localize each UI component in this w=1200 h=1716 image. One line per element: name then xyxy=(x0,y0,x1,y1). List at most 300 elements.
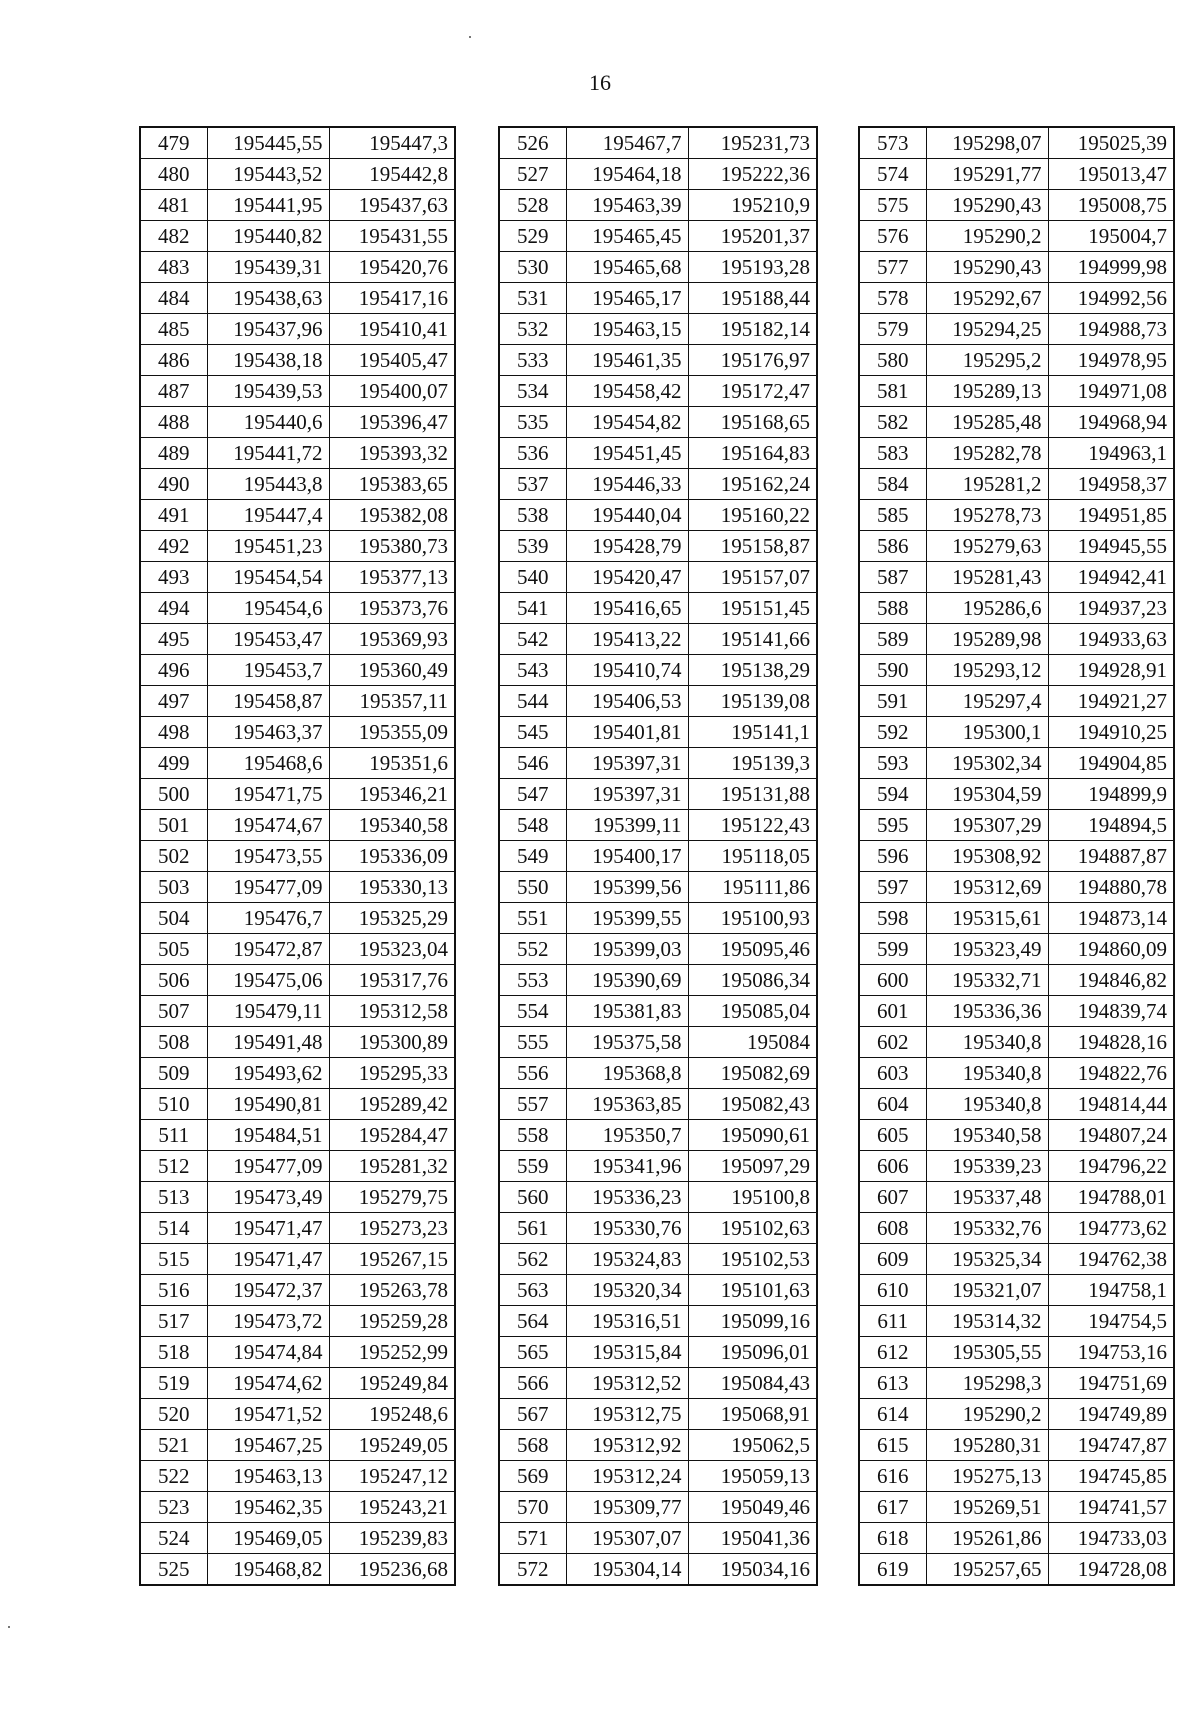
point-number-cell: 600 xyxy=(859,965,926,996)
y-coordinate-cell: 195351,6 xyxy=(329,748,455,779)
point-number-cell: 550 xyxy=(499,872,566,903)
y-coordinate-cell: 195410,41 xyxy=(329,314,455,345)
point-number-cell: 585 xyxy=(859,500,926,531)
x-coordinate-cell: 195471,47 xyxy=(207,1244,329,1275)
table-row xyxy=(859,779,1174,810)
table-row xyxy=(859,1337,1174,1368)
point-number-cell: 540 xyxy=(499,562,566,593)
table-row xyxy=(140,934,455,965)
point-number-cell: 491 xyxy=(140,500,207,531)
point-number-cell: 534 xyxy=(499,376,566,407)
table-row xyxy=(499,996,817,1027)
x-coordinate-cell: 195298,07 xyxy=(926,127,1048,159)
x-coordinate-cell: 195340,8 xyxy=(926,1089,1048,1120)
point-number-cell: 583 xyxy=(859,438,926,469)
x-coordinate-cell: 195437,96 xyxy=(207,314,329,345)
x-coordinate-cell: 195336,23 xyxy=(566,1182,688,1213)
y-coordinate-cell: 194880,78 xyxy=(1048,872,1174,903)
x-coordinate-cell: 195292,67 xyxy=(926,283,1048,314)
y-coordinate-cell: 194945,55 xyxy=(1048,531,1174,562)
x-coordinate-cell: 195314,32 xyxy=(926,1306,1048,1337)
y-coordinate-cell: 195284,47 xyxy=(329,1120,455,1151)
table-row xyxy=(140,779,455,810)
y-coordinate-cell: 194773,62 xyxy=(1048,1213,1174,1244)
x-coordinate-cell: 195420,47 xyxy=(566,562,688,593)
x-coordinate-cell: 195441,72 xyxy=(207,438,329,469)
y-coordinate-cell: 195193,28 xyxy=(688,252,817,283)
table-row xyxy=(859,1058,1174,1089)
y-coordinate-cell: 195236,68 xyxy=(329,1554,455,1586)
point-number-cell: 493 xyxy=(140,562,207,593)
y-coordinate-cell: 195279,75 xyxy=(329,1182,455,1213)
x-coordinate-cell: 195451,23 xyxy=(207,531,329,562)
y-coordinate-cell: 195118,05 xyxy=(688,841,817,872)
table-row xyxy=(140,903,455,934)
table-row xyxy=(499,779,817,810)
table-row xyxy=(859,624,1174,655)
table-row xyxy=(140,686,455,717)
point-number-cell: 497 xyxy=(140,686,207,717)
point-number-cell: 484 xyxy=(140,283,207,314)
point-number-cell: 577 xyxy=(859,252,926,283)
y-coordinate-cell: 195082,69 xyxy=(688,1058,817,1089)
point-number-cell: 612 xyxy=(859,1337,926,1368)
point-number-cell: 576 xyxy=(859,221,926,252)
point-number-cell: 503 xyxy=(140,872,207,903)
table-row xyxy=(140,810,455,841)
y-coordinate-cell: 194758,1 xyxy=(1048,1275,1174,1306)
table-row xyxy=(140,841,455,872)
y-coordinate-cell: 194751,69 xyxy=(1048,1368,1174,1399)
x-coordinate-cell: 195336,36 xyxy=(926,996,1048,1027)
point-number-cell: 555 xyxy=(499,1027,566,1058)
x-coordinate-cell: 195439,53 xyxy=(207,376,329,407)
point-number-cell: 619 xyxy=(859,1554,926,1586)
y-coordinate-cell: 195090,61 xyxy=(688,1120,817,1151)
point-number-cell: 522 xyxy=(140,1461,207,1492)
x-coordinate-cell: 195315,61 xyxy=(926,903,1048,934)
table-row xyxy=(499,1213,817,1244)
point-number-cell: 512 xyxy=(140,1151,207,1182)
table-row xyxy=(140,159,455,190)
table-row xyxy=(859,1151,1174,1182)
table-row xyxy=(859,1554,1174,1586)
x-coordinate-cell: 195390,69 xyxy=(566,965,688,996)
y-coordinate-cell: 195431,55 xyxy=(329,221,455,252)
y-coordinate-cell: 195239,83 xyxy=(329,1523,455,1554)
x-coordinate-cell: 195453,47 xyxy=(207,624,329,655)
point-number-cell: 510 xyxy=(140,1089,207,1120)
table-row xyxy=(499,624,817,655)
table-row xyxy=(140,314,455,345)
y-coordinate-cell: 195267,15 xyxy=(329,1244,455,1275)
table-body xyxy=(499,127,817,1585)
point-number-cell: 580 xyxy=(859,345,926,376)
point-number-cell: 554 xyxy=(499,996,566,1027)
table-row xyxy=(140,1089,455,1120)
y-coordinate-cell: 194762,38 xyxy=(1048,1244,1174,1275)
point-number-cell: 548 xyxy=(499,810,566,841)
point-number-cell: 517 xyxy=(140,1306,207,1337)
table-row xyxy=(140,1399,455,1430)
table-row xyxy=(859,903,1174,934)
point-number-cell: 574 xyxy=(859,159,926,190)
x-coordinate-cell: 195282,78 xyxy=(926,438,1048,469)
y-coordinate-cell: 194887,87 xyxy=(1048,841,1174,872)
x-coordinate-cell: 195491,48 xyxy=(207,1027,329,1058)
table-row xyxy=(859,1244,1174,1275)
y-coordinate-cell: 194999,98 xyxy=(1048,252,1174,283)
y-coordinate-cell: 195249,84 xyxy=(329,1368,455,1399)
y-coordinate-cell: 194814,44 xyxy=(1048,1089,1174,1120)
table-row xyxy=(499,686,817,717)
x-coordinate-cell: 195280,31 xyxy=(926,1430,1048,1461)
table-row xyxy=(499,127,817,159)
y-coordinate-cell: 195442,8 xyxy=(329,159,455,190)
x-coordinate-cell: 195468,6 xyxy=(207,748,329,779)
x-coordinate-cell: 195340,8 xyxy=(926,1058,1048,1089)
table-row xyxy=(140,624,455,655)
point-number-cell: 588 xyxy=(859,593,926,624)
y-coordinate-cell: 194968,94 xyxy=(1048,407,1174,438)
x-coordinate-cell: 195309,77 xyxy=(566,1492,688,1523)
table-row xyxy=(499,1368,817,1399)
point-number-cell: 521 xyxy=(140,1430,207,1461)
x-coordinate-cell: 195451,45 xyxy=(566,438,688,469)
y-coordinate-cell: 195420,76 xyxy=(329,252,455,283)
y-coordinate-cell: 195168,65 xyxy=(688,407,817,438)
x-coordinate-cell: 195443,8 xyxy=(207,469,329,500)
point-number-cell: 611 xyxy=(859,1306,926,1337)
point-number-cell: 608 xyxy=(859,1213,926,1244)
x-coordinate-cell: 195321,07 xyxy=(926,1275,1048,1306)
table-row xyxy=(859,1492,1174,1523)
point-number-cell: 587 xyxy=(859,562,926,593)
x-coordinate-cell: 195337,48 xyxy=(926,1182,1048,1213)
y-coordinate-cell: 195100,8 xyxy=(688,1182,817,1213)
x-coordinate-cell: 195446,33 xyxy=(566,469,688,500)
table-row xyxy=(499,872,817,903)
point-number-cell: 506 xyxy=(140,965,207,996)
y-coordinate-cell: 195041,36 xyxy=(688,1523,817,1554)
x-coordinate-cell: 195458,87 xyxy=(207,686,329,717)
x-coordinate-cell: 195399,55 xyxy=(566,903,688,934)
y-coordinate-cell: 195164,83 xyxy=(688,438,817,469)
x-coordinate-cell: 195320,34 xyxy=(566,1275,688,1306)
point-number-cell: 547 xyxy=(499,779,566,810)
table-row xyxy=(140,283,455,314)
x-coordinate-cell: 195332,71 xyxy=(926,965,1048,996)
x-coordinate-cell: 195465,68 xyxy=(566,252,688,283)
y-coordinate-cell: 194828,16 xyxy=(1048,1027,1174,1058)
point-number-cell: 571 xyxy=(499,1523,566,1554)
x-coordinate-cell: 195305,55 xyxy=(926,1337,1048,1368)
x-coordinate-cell: 195454,6 xyxy=(207,593,329,624)
x-coordinate-cell: 195308,92 xyxy=(926,841,1048,872)
table-row xyxy=(859,283,1174,314)
y-coordinate-cell: 195400,07 xyxy=(329,376,455,407)
y-coordinate-cell: 194846,82 xyxy=(1048,965,1174,996)
point-number-cell: 568 xyxy=(499,1430,566,1461)
table-row xyxy=(859,252,1174,283)
y-coordinate-cell: 194899,9 xyxy=(1048,779,1174,810)
point-number-cell: 500 xyxy=(140,779,207,810)
x-coordinate-cell: 195461,35 xyxy=(566,345,688,376)
point-number-cell: 601 xyxy=(859,996,926,1027)
table-row xyxy=(140,376,455,407)
table-row xyxy=(499,1492,817,1523)
table-row xyxy=(140,593,455,624)
point-number-cell: 606 xyxy=(859,1151,926,1182)
y-coordinate-cell: 195141,1 xyxy=(688,717,817,748)
x-coordinate-cell: 195300,1 xyxy=(926,717,1048,748)
point-number-cell: 482 xyxy=(140,221,207,252)
x-coordinate-cell: 195467,7 xyxy=(566,127,688,159)
y-coordinate-cell: 195380,73 xyxy=(329,531,455,562)
y-coordinate-cell: 194747,87 xyxy=(1048,1430,1174,1461)
y-coordinate-cell: 194807,24 xyxy=(1048,1120,1174,1151)
table-row xyxy=(859,376,1174,407)
table-row xyxy=(859,1027,1174,1058)
x-coordinate-cell: 195477,09 xyxy=(207,1151,329,1182)
table-row xyxy=(859,1461,1174,1492)
table-row xyxy=(499,1120,817,1151)
y-coordinate-cell: 194796,22 xyxy=(1048,1151,1174,1182)
point-number-cell: 483 xyxy=(140,252,207,283)
x-coordinate-cell: 195290,43 xyxy=(926,190,1048,221)
point-number-cell: 549 xyxy=(499,841,566,872)
x-coordinate-cell: 195278,73 xyxy=(926,500,1048,531)
table-row xyxy=(499,1337,817,1368)
table-row xyxy=(499,159,817,190)
point-number-cell: 567 xyxy=(499,1399,566,1430)
table-row xyxy=(140,748,455,779)
table-row xyxy=(140,407,455,438)
x-coordinate-cell: 195399,03 xyxy=(566,934,688,965)
point-number-cell: 494 xyxy=(140,593,207,624)
y-coordinate-cell: 195369,93 xyxy=(329,624,455,655)
x-coordinate-cell: 195291,77 xyxy=(926,159,1048,190)
table-row xyxy=(140,1430,455,1461)
x-coordinate-cell: 195474,62 xyxy=(207,1368,329,1399)
y-coordinate-cell: 195141,66 xyxy=(688,624,817,655)
table-row xyxy=(859,438,1174,469)
point-number-cell: 593 xyxy=(859,748,926,779)
table-row xyxy=(499,190,817,221)
y-coordinate-cell: 195176,97 xyxy=(688,345,817,376)
x-coordinate-cell: 195428,79 xyxy=(566,531,688,562)
point-number-cell: 537 xyxy=(499,469,566,500)
table-row xyxy=(859,407,1174,438)
x-coordinate-cell: 195304,59 xyxy=(926,779,1048,810)
y-coordinate-cell: 195082,43 xyxy=(688,1089,817,1120)
point-number-cell: 520 xyxy=(140,1399,207,1430)
table-row xyxy=(499,1399,817,1430)
point-number-cell: 597 xyxy=(859,872,926,903)
table-row xyxy=(859,1368,1174,1399)
y-coordinate-cell: 195231,73 xyxy=(688,127,817,159)
point-number-cell: 511 xyxy=(140,1120,207,1151)
y-coordinate-cell: 195004,7 xyxy=(1048,221,1174,252)
x-coordinate-cell: 195479,11 xyxy=(207,996,329,1027)
table-row xyxy=(859,1306,1174,1337)
point-number-cell: 598 xyxy=(859,903,926,934)
point-number-cell: 579 xyxy=(859,314,926,345)
point-number-cell: 590 xyxy=(859,655,926,686)
x-coordinate-cell: 195290,43 xyxy=(926,252,1048,283)
x-coordinate-cell: 195294,25 xyxy=(926,314,1048,345)
point-number-cell: 485 xyxy=(140,314,207,345)
point-number-cell: 541 xyxy=(499,593,566,624)
x-coordinate-cell: 195477,09 xyxy=(207,872,329,903)
x-coordinate-cell: 195290,2 xyxy=(926,1399,1048,1430)
y-coordinate-cell: 195096,01 xyxy=(688,1337,817,1368)
x-coordinate-cell: 195341,96 xyxy=(566,1151,688,1182)
y-coordinate-cell: 195243,21 xyxy=(329,1492,455,1523)
y-coordinate-cell: 195102,53 xyxy=(688,1244,817,1275)
x-coordinate-cell: 195447,4 xyxy=(207,500,329,531)
table-row xyxy=(140,717,455,748)
table-row xyxy=(859,1399,1174,1430)
point-number-cell: 515 xyxy=(140,1244,207,1275)
x-coordinate-cell: 195463,39 xyxy=(566,190,688,221)
table-row xyxy=(499,1461,817,1492)
x-coordinate-cell: 195307,29 xyxy=(926,810,1048,841)
point-number-cell: 584 xyxy=(859,469,926,500)
point-number-cell: 566 xyxy=(499,1368,566,1399)
x-coordinate-cell: 195397,31 xyxy=(566,748,688,779)
scan-speck xyxy=(8,1626,10,1628)
x-coordinate-cell: 195312,24 xyxy=(566,1461,688,1492)
y-coordinate-cell: 194951,85 xyxy=(1048,500,1174,531)
x-coordinate-cell: 195469,05 xyxy=(207,1523,329,1554)
x-coordinate-cell: 195397,31 xyxy=(566,779,688,810)
point-number-cell: 490 xyxy=(140,469,207,500)
y-coordinate-cell: 194753,16 xyxy=(1048,1337,1174,1368)
x-coordinate-cell: 195465,45 xyxy=(566,221,688,252)
x-coordinate-cell: 195281,2 xyxy=(926,469,1048,500)
point-number-cell: 605 xyxy=(859,1120,926,1151)
table-row xyxy=(499,438,817,469)
point-number-cell: 524 xyxy=(140,1523,207,1554)
x-coordinate-cell: 195289,98 xyxy=(926,624,1048,655)
y-coordinate-cell: 195095,46 xyxy=(688,934,817,965)
y-coordinate-cell: 195151,45 xyxy=(688,593,817,624)
x-coordinate-cell: 195410,74 xyxy=(566,655,688,686)
table-row xyxy=(859,1523,1174,1554)
x-coordinate-cell: 195440,82 xyxy=(207,221,329,252)
table-row xyxy=(140,1461,455,1492)
x-coordinate-cell: 195340,58 xyxy=(926,1120,1048,1151)
point-number-cell: 591 xyxy=(859,686,926,717)
y-coordinate-cell: 194992,56 xyxy=(1048,283,1174,314)
y-coordinate-cell: 195122,43 xyxy=(688,810,817,841)
y-coordinate-cell: 194749,89 xyxy=(1048,1399,1174,1430)
x-coordinate-cell: 195471,52 xyxy=(207,1399,329,1430)
x-coordinate-cell: 195297,4 xyxy=(926,686,1048,717)
x-coordinate-cell: 195454,82 xyxy=(566,407,688,438)
y-coordinate-cell: 195447,3 xyxy=(329,127,455,159)
point-number-cell: 480 xyxy=(140,159,207,190)
table-row xyxy=(140,1275,455,1306)
y-coordinate-cell: 195099,16 xyxy=(688,1306,817,1337)
x-coordinate-cell: 195375,58 xyxy=(566,1027,688,1058)
y-coordinate-cell: 195289,42 xyxy=(329,1089,455,1120)
point-number-cell: 616 xyxy=(859,1461,926,1492)
y-coordinate-cell: 195172,47 xyxy=(688,376,817,407)
table-row xyxy=(499,1430,817,1461)
x-coordinate-cell: 195474,84 xyxy=(207,1337,329,1368)
point-number-cell: 615 xyxy=(859,1430,926,1461)
x-coordinate-cell: 195468,82 xyxy=(207,1554,329,1586)
y-coordinate-cell: 195097,29 xyxy=(688,1151,817,1182)
x-coordinate-cell: 195413,22 xyxy=(566,624,688,655)
table-row xyxy=(499,1182,817,1213)
y-coordinate-cell: 195247,12 xyxy=(329,1461,455,1492)
x-coordinate-cell: 195312,75 xyxy=(566,1399,688,1430)
y-coordinate-cell: 195034,16 xyxy=(688,1554,817,1586)
scan-speck xyxy=(469,36,471,38)
y-coordinate-cell: 195084,43 xyxy=(688,1368,817,1399)
table-row xyxy=(499,1244,817,1275)
table-row xyxy=(140,1151,455,1182)
y-coordinate-cell: 195323,04 xyxy=(329,934,455,965)
y-coordinate-cell: 195360,49 xyxy=(329,655,455,686)
y-coordinate-cell: 194921,27 xyxy=(1048,686,1174,717)
y-coordinate-cell: 194728,08 xyxy=(1048,1554,1174,1586)
y-coordinate-cell: 194860,09 xyxy=(1048,934,1174,965)
table-row xyxy=(140,1368,455,1399)
y-coordinate-cell: 195259,28 xyxy=(329,1306,455,1337)
x-coordinate-cell: 195463,13 xyxy=(207,1461,329,1492)
x-coordinate-cell: 195315,84 xyxy=(566,1337,688,1368)
y-coordinate-cell: 195330,13 xyxy=(329,872,455,903)
y-coordinate-cell: 194963,1 xyxy=(1048,438,1174,469)
x-coordinate-cell: 195400,17 xyxy=(566,841,688,872)
y-coordinate-cell: 195085,04 xyxy=(688,996,817,1027)
point-number-cell: 618 xyxy=(859,1523,926,1554)
y-coordinate-cell: 195405,47 xyxy=(329,345,455,376)
table-row xyxy=(499,903,817,934)
x-coordinate-cell: 195286,6 xyxy=(926,593,1048,624)
table-row xyxy=(140,127,455,159)
y-coordinate-cell: 195383,65 xyxy=(329,469,455,500)
table-row xyxy=(499,934,817,965)
point-number-cell: 552 xyxy=(499,934,566,965)
table-row xyxy=(859,717,1174,748)
x-coordinate-cell: 195307,07 xyxy=(566,1523,688,1554)
y-coordinate-cell: 194971,08 xyxy=(1048,376,1174,407)
table-row xyxy=(499,841,817,872)
x-coordinate-cell: 195281,43 xyxy=(926,562,1048,593)
point-number-cell: 507 xyxy=(140,996,207,1027)
x-coordinate-cell: 195471,47 xyxy=(207,1213,329,1244)
y-coordinate-cell: 195025,39 xyxy=(1048,127,1174,159)
x-coordinate-cell: 195465,17 xyxy=(566,283,688,314)
y-coordinate-cell: 195300,89 xyxy=(329,1027,455,1058)
y-coordinate-cell: 194958,37 xyxy=(1048,469,1174,500)
y-coordinate-cell: 194745,85 xyxy=(1048,1461,1174,1492)
x-coordinate-cell: 195340,8 xyxy=(926,1027,1048,1058)
point-number-cell: 488 xyxy=(140,407,207,438)
x-coordinate-cell: 195399,11 xyxy=(566,810,688,841)
point-number-cell: 602 xyxy=(859,1027,926,1058)
x-coordinate-cell: 195484,51 xyxy=(207,1120,329,1151)
x-coordinate-cell: 195324,83 xyxy=(566,1244,688,1275)
x-coordinate-cell: 195330,76 xyxy=(566,1213,688,1244)
point-number-cell: 514 xyxy=(140,1213,207,1244)
x-coordinate-cell: 195285,48 xyxy=(926,407,1048,438)
